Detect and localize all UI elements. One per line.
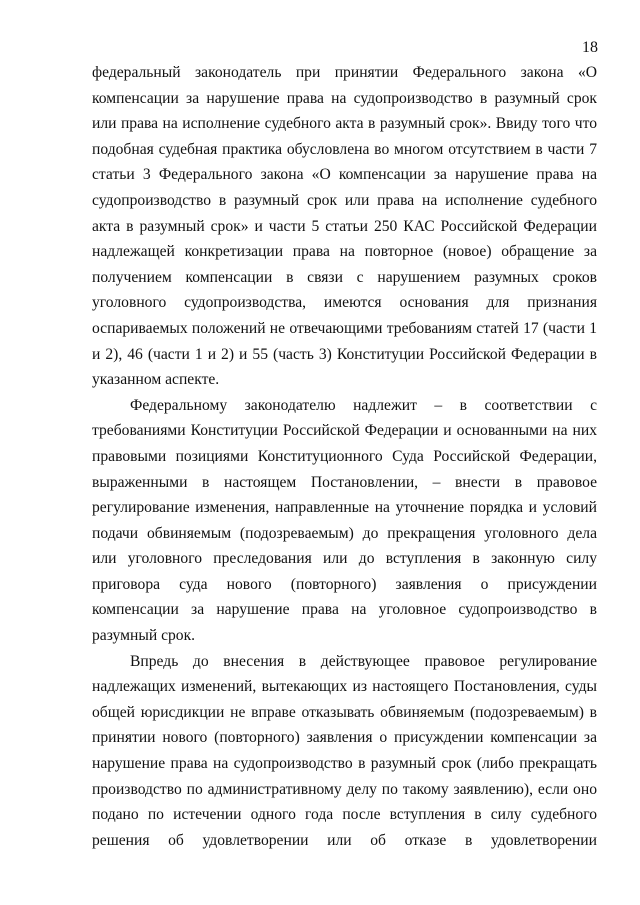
text-line: акта в разумный срок» и части 5 статьи 250 КАС Российской Федерации [92,217,597,235]
text-line: надлежащей конкретизации права на повторное (новое) обращение за [92,243,597,261]
page-number: 18 [582,39,598,56]
text-line: правовыми позициями Конституционного Суда Российской Федерации, [92,447,597,465]
text-line: подачи обвиняемым (подозреваемым) до прекращения уголовного дела [92,524,597,542]
paragraph [92,393,597,649]
text-line: выраженными в настоящем Постановлении, – внести в правовое [92,473,597,491]
text-line: статьи 3 Федерального закона «О компенсации за нарушение права на [92,166,597,184]
text-line: оспариваемых положений не отвечающими требованиям статей 17 (части 1 [92,319,597,337]
text-line: уголовного судопроизводства, имеются основания для признания [92,294,597,312]
text-line: и 2), 46 (части 1 и 2) и 55 (часть 3) Конституции Российской Федерации в [92,345,597,363]
text-line: подано по истечении одного года после вступления в силу судебного [92,806,597,824]
text-line: компенсации за нарушение права на судопроизводство в разумный срок [92,89,597,107]
text-line: получением компенсации в связи с нарушением разумных сроков [92,268,597,286]
text-line: производство по административному делу по такому заявлению), если оно [92,780,597,798]
paragraph [92,649,597,854]
text-line: приговора суда нового (повторного) заявления о присуждении [92,575,597,593]
text-line: подобная судебная практика обусловлена во многом отсутствием в части 7 [92,140,597,158]
text-line: или уголовного преследования или до вступления в законную силу [92,550,597,568]
text-line: надлежащих изменений, вытекающих из настоящего Постановления, суды [92,678,597,696]
text-line: или права на исполнение судебного акта в разумный срок». Ввиду того что [92,115,597,133]
text-line: указанном аспекте. [92,371,220,389]
text-line: регулирование изменения, направленные на уточнение порядка и условий [92,499,597,517]
text-line: требованиями Конституции Российской Федерации и основанными на них [92,422,597,440]
text-line: принятии нового (повторного) заявления о присуждении компенсации за [92,729,597,747]
text-line: компенсации за нарушение права на уголовное судопроизводство в [92,601,597,619]
document-body [92,60,597,853]
text-line: общей юрисдикции не вправе отказывать обвиняемым (подозреваемым) в [92,703,597,721]
text-line: разумный срок. [92,627,196,645]
text-line: нарушение права на судопроизводство в разумный срок (либо прекращать [92,755,597,773]
text-line: решения об удовлетворении или об отказе в удовлетворении [92,831,597,849]
paragraph [92,60,597,393]
text-line: Впредь до внесения в действующее правовое регулирование [130,652,597,670]
text-line: Федеральному законодателю надлежит – в соответствии с [130,396,597,414]
text-line: федеральный законодатель при принятии Федерального закона «О [92,64,597,81]
text-line: судопроизводство в разумный срок или права на исполнение судебного [92,191,597,209]
